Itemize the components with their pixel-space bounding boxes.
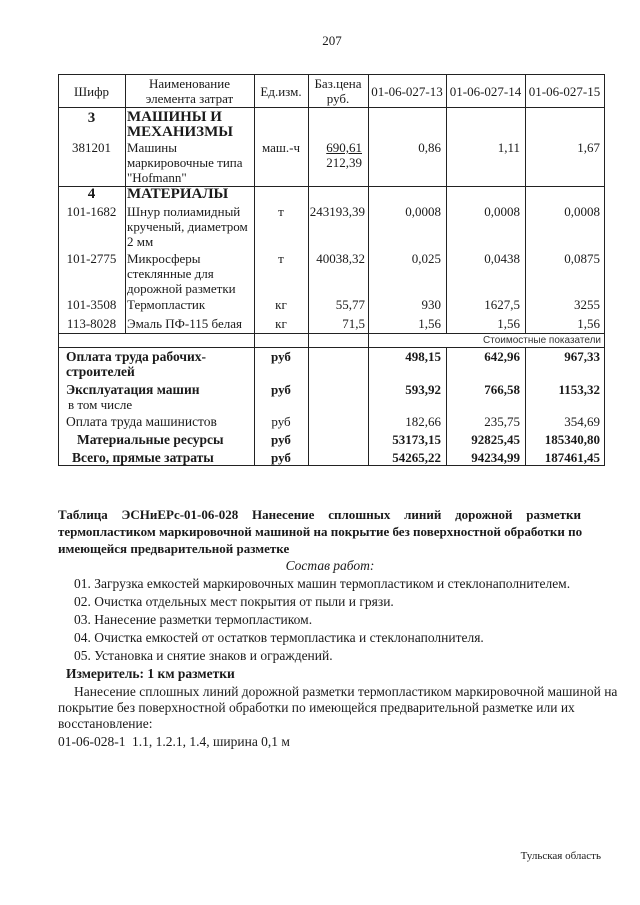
summary-label-line: Всего, прямые затраты (72, 450, 214, 465)
header-column: 01-06-027-14 (449, 84, 522, 99)
row-unit: т (278, 251, 284, 266)
summary-value: 182,66 (405, 414, 441, 429)
summary-value: 187461,45 (544, 450, 600, 465)
row-value: 1,56 (418, 316, 441, 331)
row-name-line: "Hofmann" (127, 170, 187, 185)
row-code: 113-8028 (66, 316, 117, 331)
summary-unit: руб (271, 432, 291, 447)
rate-code: 01-06-028-1 (58, 734, 126, 749)
row-base-price-line: 690,61 (326, 140, 362, 155)
row-name-line: крученый, диаметром (127, 219, 248, 234)
summary-value: 94234,99 (471, 450, 520, 465)
header-column: 01-06-027-15 (528, 84, 601, 99)
row-value: 1,67 (577, 140, 600, 155)
section-title (127, 110, 233, 140)
row-name (127, 316, 242, 331)
summary-value: 54265,22 (392, 450, 441, 465)
section-title-line: МАШИНЫ И (127, 109, 222, 125)
description-line: покрытие без поверхностной обработки по имеющейся предварительной разметке или их (58, 700, 575, 715)
row-name-line: Машины (127, 140, 177, 155)
row-name-line: Микросферы (127, 251, 201, 266)
row-name-line: Эмаль ПФ-115 белая (127, 316, 242, 331)
table-rule (58, 347, 605, 348)
row-unit: т (278, 204, 284, 219)
summary-value: 967,33 (564, 349, 600, 364)
header-unit: Ед.изм. (260, 84, 302, 99)
row-value: 1,56 (577, 316, 600, 331)
summary-value: 185340,80 (544, 432, 600, 447)
header-name-line: элемента затрат (145, 91, 234, 106)
row-value: 0,0008 (564, 204, 600, 219)
description-line: восстановление: (58, 716, 153, 731)
work-step: 03. Нанесение разметки термопластиком. (74, 612, 313, 627)
row-base-price-line: 212,39 (326, 155, 362, 170)
table-column-rule (254, 74, 255, 466)
row-value: 1627,5 (484, 297, 520, 312)
summary-label (66, 349, 206, 379)
summary-unit: руб (271, 450, 291, 465)
section-number: 3 (87, 110, 96, 126)
summary-value: 1153,32 (558, 382, 600, 397)
page-number: 207 (322, 33, 342, 48)
row-base-price: 243193,39 (309, 204, 365, 219)
row-unit: маш.-ч (261, 140, 301, 155)
row-name-line: Термопластик (127, 297, 206, 312)
summary-value: 53173,15 (392, 432, 441, 447)
table-rule (58, 333, 605, 334)
row-name-line: 2 мм (127, 234, 154, 249)
summary-unit: руб (271, 349, 291, 364)
row-code: 101-3508 (66, 297, 117, 312)
row-unit: кг (275, 316, 287, 331)
row-base-price: 71,5 (342, 316, 365, 331)
row-name (127, 297, 205, 312)
summary-label-line: Эксплуатация машин (66, 382, 200, 397)
row-value: 0,0438 (484, 251, 520, 266)
row-value: 0,86 (418, 140, 441, 155)
work-step: 01. Загрузка емкостей маркировочных машин термопластиком и стеклонаполнителем. (74, 576, 571, 591)
row-value: 930 (421, 297, 441, 312)
summary-value: 642,96 (484, 349, 520, 364)
table-rule (58, 107, 605, 108)
meter-heading: Измеритель: 1 км разметки (66, 666, 235, 681)
summary-unit: руб (271, 414, 291, 429)
table-column-rule (368, 74, 369, 466)
row-name-line: дорожной разметки (127, 281, 236, 296)
summary-label-line: Оплата труда рабочих- (66, 349, 207, 364)
summary-label (66, 414, 217, 429)
work-step: 02. Очистка отдельных мест покрытия от пыли и грязи. (74, 594, 394, 609)
row-unit: кг (275, 297, 287, 312)
footer-region: Тульская область (520, 850, 601, 862)
row-code: 381201 (72, 140, 111, 155)
header-base-price (308, 76, 368, 106)
row-value: 0,0008 (484, 204, 520, 219)
row-name-line: стеклянные для (127, 266, 214, 281)
row-value: 0,0008 (405, 204, 441, 219)
row-code: 101-2775 (66, 251, 117, 266)
header-base-price-line: Баз.цена (314, 76, 362, 91)
summary-value: 235,75 (484, 414, 520, 429)
summary-sublabel: в том числе (68, 397, 133, 412)
row-value: 3255 (574, 297, 600, 312)
row-value: 1,56 (497, 316, 520, 331)
row-name (127, 251, 236, 296)
summary-value: 766,58 (484, 382, 520, 397)
description-line: Нанесение сплошных линий дорожной разметки термопластиком маркировочной машиной на (74, 684, 618, 699)
summary-value: 354,69 (564, 414, 600, 429)
row-base-price: 55,77 (335, 297, 365, 312)
summary-label (72, 450, 214, 465)
header-column: 01-06-027-13 (371, 84, 443, 99)
header-name (125, 76, 254, 106)
header-name-line: Наименование (149, 76, 230, 91)
row-base-price (305, 140, 362, 170)
summary-label-line: Оплата труда машинистов (66, 414, 217, 429)
table-column-rule (604, 74, 605, 466)
row-value: 0,025 (411, 251, 441, 266)
section-title-line: МЕХАНИЗМЫ (127, 124, 233, 140)
header-base-price-line: руб. (326, 91, 350, 106)
summary-value: 593,92 (405, 382, 441, 397)
row-base-price: 40038,32 (316, 251, 365, 266)
table-column-rule (58, 74, 59, 466)
row-value: 0,0875 (564, 251, 600, 266)
summary-value: 92825,45 (471, 432, 520, 447)
composition-heading: Состав работ: (285, 558, 375, 573)
table-rule (58, 74, 605, 75)
table-column-rule (446, 347, 447, 466)
row-name-line: маркировочные типа (127, 155, 243, 170)
section-title (127, 187, 228, 202)
summary-label (77, 432, 224, 447)
summary-value: 498,15 (405, 349, 441, 364)
summary-unit: руб (271, 382, 291, 397)
table-rule (58, 465, 605, 466)
row-value: 1,11 (497, 140, 520, 155)
table-column-rule (308, 74, 309, 466)
row-name (127, 140, 243, 185)
work-step: 04. Очистка емкостей от остатков термопластика и стеклонаполнителя. (74, 630, 484, 645)
row-name-line: Шнур полиамидный (127, 204, 241, 219)
section-number: 4 (87, 186, 96, 202)
header-code: Шифр (74, 84, 109, 99)
table-title-line: Таблица ЭСНиЕРс-01-06-028 Нанесение сплошных линий дорожной разметки (58, 507, 581, 522)
table-title-line: имеющейся предварительной разметке (58, 541, 290, 556)
section-title-line: МАТЕРИАЛЫ (127, 186, 229, 202)
summary-label (66, 382, 200, 397)
summary-label-line: Материальные ресурсы (77, 432, 224, 447)
table-column-rule (525, 347, 526, 466)
table-title-line: термопластиком маркировочной машиной на покрытие без поверхностной обработки по (58, 524, 583, 539)
table-column-rule (125, 74, 126, 333)
rate-text: 1.1, 1.2.1, 1.4, ширина 0,1 м (132, 734, 290, 749)
cost-indicators-label: Стоимостные показатели (483, 335, 601, 346)
work-step: 05. Установка и снятие знаков и ограждений. (74, 648, 333, 663)
row-code: 101-1682 (66, 204, 117, 219)
summary-label-line: строителей (66, 364, 135, 379)
row-name (127, 204, 248, 249)
